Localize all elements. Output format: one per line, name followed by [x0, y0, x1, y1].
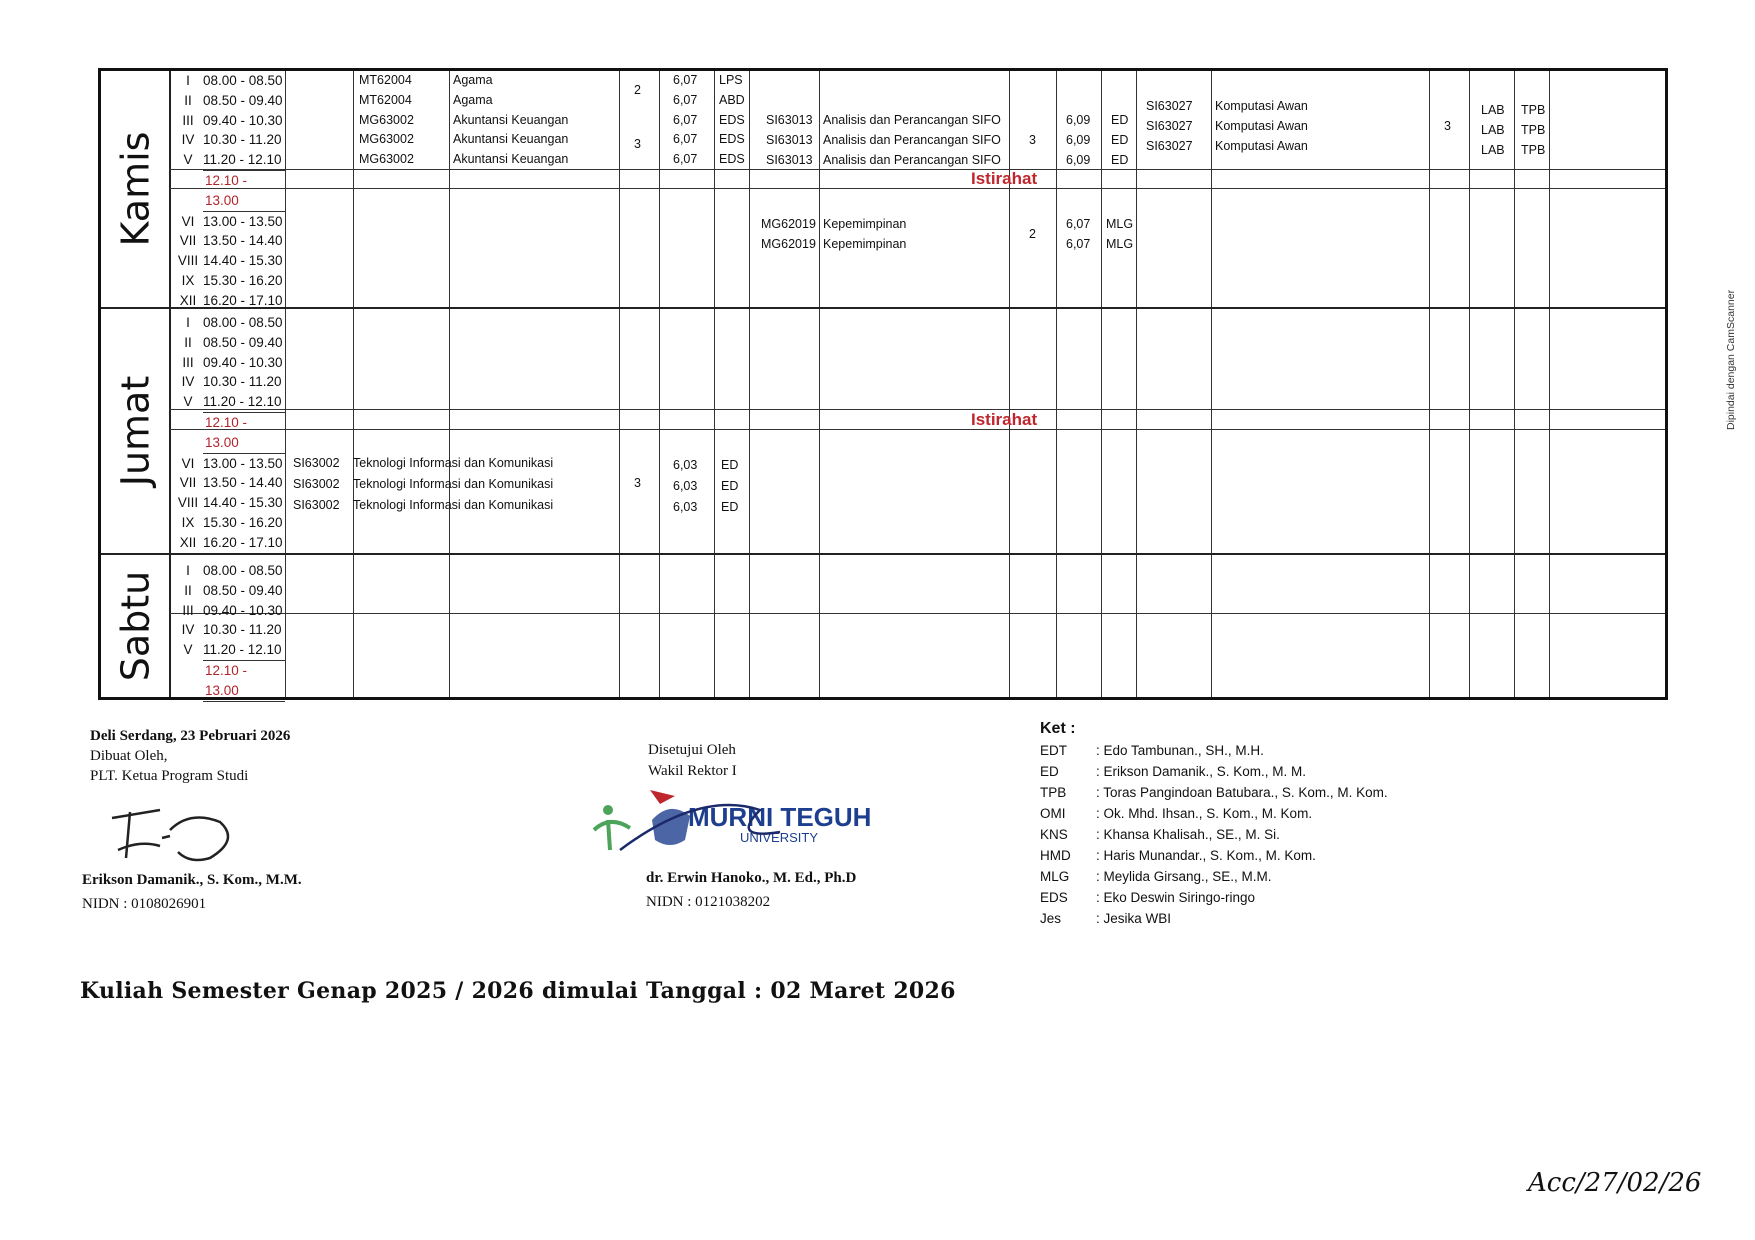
time-column-kamis: I 08.00 - 08.50 II 08.50 - 09.40 III 09.40 - 10.30 IV 10.30 - 11.20 V 11.20 - 12.10 12.10 - 13.00 VI 13.00 - 13.50 VII 13.50 - 14.40 VIII 14.40 - 15.30 IX 15.30 - 16.20 XII 16.20 - 17.10: [173, 71, 285, 311]
legend-title: Ket :: [1040, 720, 1076, 737]
jumat-sks: 3: [634, 476, 641, 490]
kamis-b-courses: Analisis dan Perancangan SIFO Analisis dan Perancangan SIFO Analisis dan Perancangan SIFO: [823, 113, 1001, 167]
kamis-a-codes: MT62004 MT62004 MG63002 MG63002 MG63002: [359, 73, 414, 167]
left-signer-name: Erikson Damanik., S. Kom., M.M.: [82, 872, 302, 888]
day-label-jumat: Jumat: [101, 309, 171, 553]
kamis-b2-codes: MG62019 MG62019: [761, 217, 816, 251]
kamis-a-courses: Agama Agama Akuntansi Keuangan Akuntansi Keuangan Akuntansi Keuangan: [453, 73, 569, 167]
day-block-jumat: [101, 309, 1665, 555]
handwritten-approval-note: Acc/27/02/26: [1528, 1168, 1702, 1198]
semester-start-notice: Kuliah Semester Genap 2025 / 2026 dimulai Tanggal : 02 Maret 2026: [80, 978, 956, 1004]
made-by: Dibuat Oleh,: [90, 748, 168, 764]
kamis-b-lecturers: ED ED ED: [1111, 113, 1129, 167]
kamis-a-sks-2: 3: [634, 137, 641, 151]
signature-left-scribble: [100, 800, 250, 870]
signature-mid-name-block: [646, 866, 856, 914]
time-column-sabtu: I 08.00 - 08.50 II 08.50 - 09.40 III 09.40 - 10.30 IV 10.30 - 11.20 V 11.20 - 12.10 12.10 - 13.00: [173, 561, 285, 702]
mid-role: Wakil Rektor I: [648, 763, 737, 779]
scanner-note: Dipindai dengan CamScanner: [1725, 289, 1737, 430]
left-role: PLT. Ketua Program Studi: [90, 768, 249, 784]
signature-left-name-block: [82, 868, 302, 916]
kamis-b-sks: 3: [1029, 133, 1036, 147]
mid-signer-name: dr. Erwin Hanoko., M. Ed., Ph.D: [646, 870, 857, 886]
kamis-b-codes: SI63013 SI63013 SI63013: [766, 113, 813, 167]
kamis-b2-lecturers: MLG MLG: [1106, 217, 1134, 251]
kamis-a-rooms: 6,07 6,07 6,07 6,07 6,07: [673, 73, 698, 167]
break-label-jumat: Istirahat: [971, 410, 1038, 429]
kamis-c-sks: 3: [1444, 119, 1451, 133]
kamis-b2-sks: 2: [1029, 227, 1036, 241]
kamis-c-codes: SI63027 SI63027 SI63027: [1146, 99, 1193, 153]
break-label-kamis: Istirahat: [971, 169, 1038, 188]
day-block-sabtu: [101, 555, 1665, 697]
jumat-rooms: 6,03 6,03 6,03: [673, 458, 698, 514]
kamis-a-sks-1: 2: [634, 83, 641, 97]
kamis-c-courses: Komputasi Awan Komputasi Awan Komputasi Awan: [1215, 99, 1308, 153]
logo-text: MURNI TEGUH: [688, 802, 872, 832]
signature-mid: [648, 740, 737, 782]
day-block-kamis: [101, 71, 1665, 309]
day-label-sabtu: Sabtu: [101, 555, 171, 697]
kamis-c-rooms: LAB LAB LAB: [1481, 103, 1505, 157]
kamis-b2-rooms: 6,07 6,07: [1066, 217, 1091, 251]
signature-left: [90, 726, 290, 786]
approved-by: Disetujui Oleh: [648, 742, 736, 758]
logo-subtext: UNIVERSITY: [740, 830, 819, 845]
kamis-b2-courses: Kepemimpinan Kepemimpinan: [823, 217, 907, 251]
time-column-jumat: I 08.00 - 08.50 II 08.50 - 09.40 III 09.40 - 10.30 IV 10.30 - 11.20 V 11.20 - 12.10 12.10 - 13.00 VI 13.00 - 13.50 VII 13.50 - 14.40 VIII 14.40 - 15.30 IX 15.30 - 16.20 XII 16.20 - 17.10: [173, 313, 285, 553]
kamis-b-rooms: 6,09 6,09 6,09: [1066, 113, 1091, 167]
place-date: Deli Serdang, 23 Pebruari 2026: [90, 728, 291, 744]
legend: Ket : EDT : Edo Tambunan., SH., M.H. ED : Erikson Damanik., S. Kom., M. M. TPB : Toras Pangindoan Batubara., S. Kom., M. Kom. OMI : Ok. Mhd. Ihsan., S. Kom., M. Kom. KNS : Khansa Khalisah., SE., M. Si. HMD : Haris Munandar., S. Kom., M. Kom. MLG : Meylida Girsang., SE., M.M. EDS : Eko Deswin Siringo-ringo Jes : Jesika WBI: [1040, 720, 1388, 926]
kamis-a-lecturers: LPS ABD EDS EDS EDS: [719, 73, 745, 167]
jumat-courses: Teknologi Informasi dan Komunikasi Teknologi Informasi dan Komunikasi Teknologi Informasi dan Komunikasi: [353, 456, 554, 512]
university-logo: [580, 780, 900, 870]
schedule-table: [98, 68, 1668, 700]
mid-nidn: NIDN : 0121038202: [646, 894, 771, 910]
day-label-kamis: Kamis: [101, 71, 171, 307]
left-nidn: NIDN : 0108026901: [82, 896, 207, 912]
jumat-codes: SI63002 SI63002 SI63002: [293, 456, 340, 512]
kamis-c-lecturers: TPB TPB TPB: [1521, 103, 1546, 157]
jumat-lecturers: ED ED ED: [721, 458, 739, 514]
